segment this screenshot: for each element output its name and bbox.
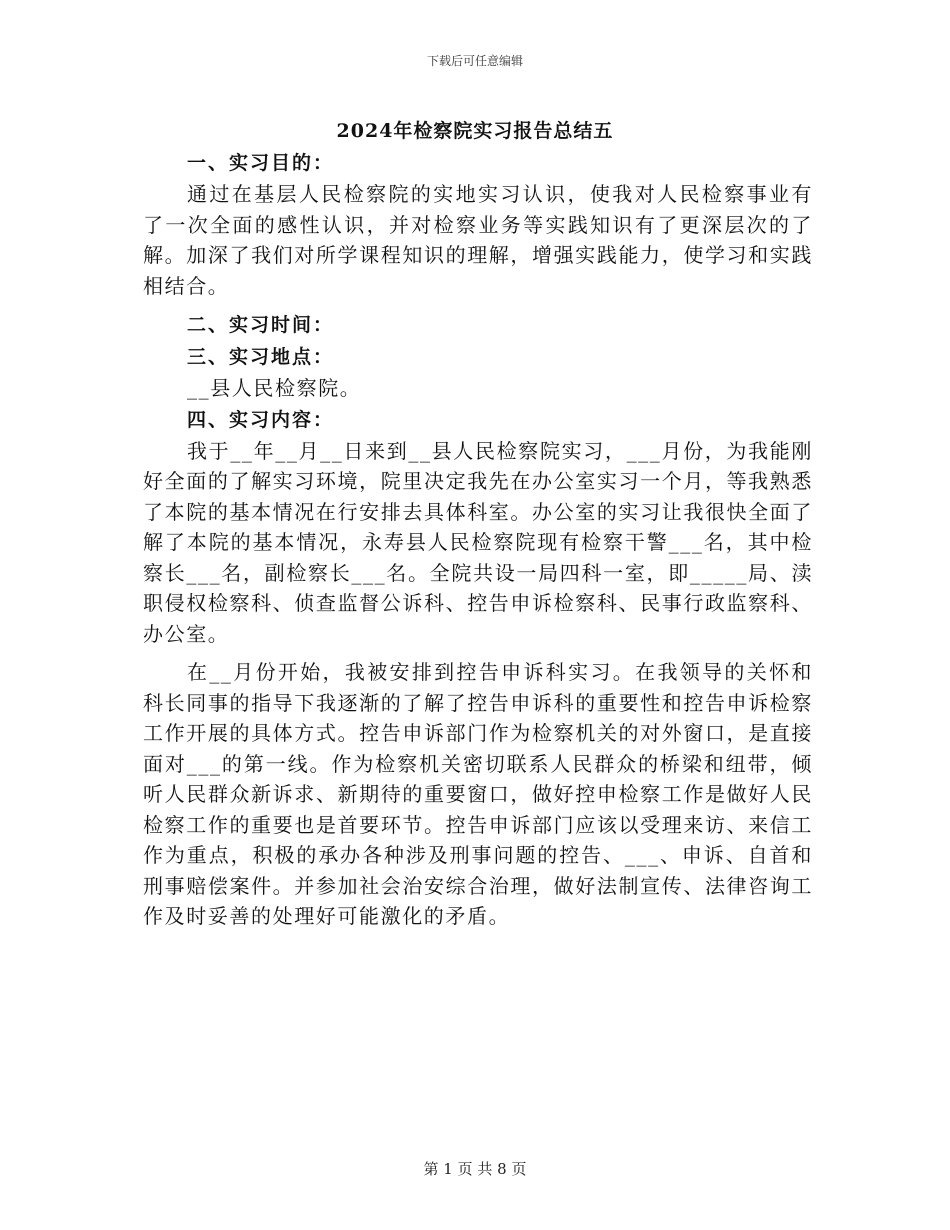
document-title: 2024年检察院实习报告总结五 xyxy=(336,120,614,142)
document-body xyxy=(143,147,813,932)
paragraph-purpose: 通过在基层人民检察院的实地实习认识，使我对人民检察事业有了一次全面的感性认识，并对检察业务等实践知识有了更深层次的了解。加深了我们对所学课程知识的理解，增强实践能力，使学习和实践相结合。 xyxy=(143,182,813,298)
section-heading-purpose: 一、实习目的： xyxy=(187,152,335,174)
paragraph-location: __县人民检察院。 xyxy=(187,376,362,400)
section-heading-location: 三、实习地点： xyxy=(187,346,335,368)
page-header-note: 下载后可任意编辑 xyxy=(426,54,523,68)
paragraph-content-2: 在__月份开始，我被安排到控告申诉科实习。在我领导的关怀和科长同事的指导下我逐渐的了解了控告申诉科的重要性和控告申诉检察工作开展的具体方式。控告申诉部门作为检察机关的对外窗口，是直接面对___的第一线。作为检察机关密切联系人民群众的桥梁和纽带，倾听人民群众新诉求、新期待的重要窗口，做好控申检察工作是做好人民检察工作的重要也是首要环节。控告申诉部门应该以受理来访、来信工作为重点，积极的承办各种涉及刑事问题的控告、___、申诉、自首和刑事赔偿案件。并参加社会治安综合治理，做好法制宣传、法律咨询工作及时妥善的处理好可能激化的矛盾。 xyxy=(143,660,813,928)
paragraph-content-1: 我于__年__月__日来到__县人民检察院实习，___月份，为我能刚好全面的了解实习环境，院里决定我先在办公室实习一个月，等我熟悉了本院的基本情况在行安排去具体科室。办公室的实习让我很快全面了解了本院的基本情况，永寿县人民检察院现有检察干警___名，其中检察长___名，副检察长___名。全院共设一局四科一室，即_____局、渎职侵权检察科、侦查监督公诉科、控告申诉检察科、民事行政监察科、办公室。 xyxy=(143,438,813,646)
page-number: 第 1 页 共 8 页 xyxy=(423,1160,527,1178)
section-heading-content: 四、实习内容： xyxy=(187,408,335,431)
section-heading-time: 二、实习时间： xyxy=(187,314,335,336)
